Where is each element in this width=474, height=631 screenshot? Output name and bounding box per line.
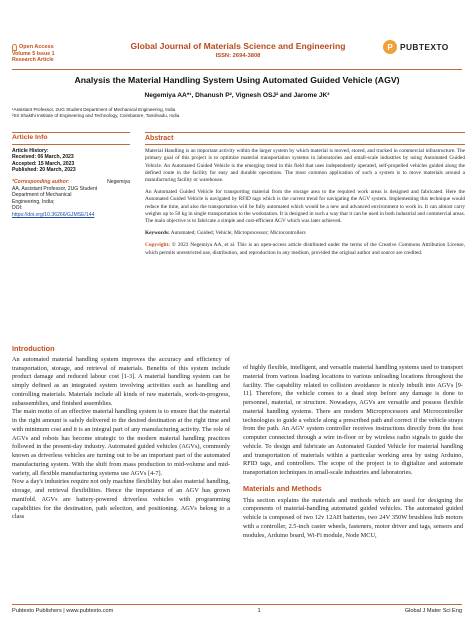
- article-info-heading: Article Info: [12, 134, 48, 141]
- publisher-logo-icon: P: [383, 40, 397, 54]
- footer-journal: Global J Mater Sci Eng: [404, 608, 462, 614]
- publisher-logo: [383, 40, 449, 54]
- corresponding-label: *Corresponding author:: [12, 178, 70, 185]
- methods-heading: Materials and Methods: [243, 483, 322, 493]
- keywords: [145, 230, 465, 237]
- divider: [145, 132, 465, 133]
- issn: ISSN: 2694-3808: [215, 53, 261, 59]
- abstract: [145, 132, 465, 262]
- article-title: Analysis the Material Handling System Using Automated Guided Vehicle (AGV): [74, 75, 400, 85]
- footer-publisher: Pubtexto Publishers | www.pubtexto.com: [12, 608, 114, 614]
- affiliation-1: ¹Assistant Professor, 2UG Student Department of Mechanical Engineering, India: [12, 107, 176, 112]
- body-right-column: [243, 364, 463, 540]
- open-access-badge: [12, 44, 55, 51]
- article-type-label: Research Article: [12, 57, 54, 64]
- history-label: Article History:: [12, 147, 49, 154]
- corresponding-name: Negemiya: [107, 178, 130, 185]
- corresponding-line: Department of Mechanical: [12, 192, 72, 199]
- journal-header: [118, 41, 358, 59]
- received-date: Received: 06 March, 2023: [12, 154, 74, 161]
- body-paragraph: This section explains the materials and methods which are used for designing the components of material-handling automated guided vehicles. The automated guided vehicle is composed of two 12v 12AH batteries, two 24V 350W brushless hub motors with a controller, 2.5-inch caster wheels, fasteners, motor driver and tags, sensors and modules, Arduino board, Wi-Fi module, Node MCU,: [243, 496, 463, 539]
- body-paragraph: Now a day's industries require not only machine flexibility but also material handling, storage, and retrieval flexibilities. Hence the importance of an AGV has grown manifold. AGVs are battery-powered driverless vehicles with programming capabilities for the destination, path selection, and positioning. AGVs belong to a class: [12, 478, 230, 521]
- affiliations: [12, 107, 179, 119]
- copyright-text: © 2023 Negemiya AA, et al. This is an open-access article distributed under the terms of the Creative Commons Attribution License, which permits unrestricted use, distribution, and reproduction in any medium, provided the original author and source are credited.: [145, 242, 465, 256]
- body-paragraph: An automated material handling system improves the accuracy and efficiency of transportation, storage, and retrieval of materials. Benefits of this system include product damage and reduced labour cost [1-3]. A material handling system can be simply defined as an integrated system involving activities such as handling and controlling materials. Materials include all kinds of raw materials, work-in-progress, subassemblies, and finished assemblies.: [12, 355, 230, 407]
- published-date: Published: 20 March, 2023: [12, 167, 76, 174]
- journal-meta: [12, 44, 55, 64]
- copyright-label: Copyright:: [145, 242, 171, 249]
- copyright: [145, 242, 465, 256]
- introduction-heading: Introduction: [12, 344, 55, 353]
- journal-title: Global Journal of Materials Science and Engineering: [130, 41, 346, 51]
- divider: [145, 144, 465, 145]
- article-info: [12, 132, 130, 219]
- abstract-heading: Abstract: [145, 135, 174, 142]
- author-list: Negemiya AA*¹, Dhanush P², Vignesh OSJ² and Jarome JK²: [144, 92, 330, 99]
- corresponding-line: Engineering, India;: [12, 198, 55, 205]
- page-number: 1: [257, 608, 261, 614]
- abstract-paragraph: An Automated Guided Vehicle for transporting material from the storage area to the required work areas is designed and fabricated. Here the Automated Guided Vehicle is navigated by RFID tags which is the current trend for navigating the AGV system. Implementing this technique would reduce the time, and also the transportation will be fully automated which would be a new and advanced environment to work in. It can almost carry weights up to 50 kg in single transportation to the workstation. It is designed in such a way that it can be used in both industrial and commercial areas. The main objective is to fabricate a simple and cost-efficient AGV which was later achieved.: [145, 189, 465, 225]
- abstract-paragraph: Material Handling is an important activity within the larger system by which material is moved, stored, and tracked in commercial infrastructure. The primary goal of this project is to optimize material transportation systems in laboratories and small-scale industries by using Automated Guided Vehicle. An Automated Guided Vehicle is the emerging trend in this field that uses independently operated, self-propelled vehicles guided along the defined route in the facility for easy and durable operations. The most common application of such a system is to move materials around a manufacturing facility or warehouse.: [145, 148, 465, 184]
- corresponding-line: AA, Assistant Professor, 2UG Student: [12, 185, 98, 192]
- divider: [12, 132, 130, 133]
- doi-label: DOI:: [12, 205, 23, 212]
- publisher-logo-text: PUBTEXTO: [400, 42, 449, 52]
- page-footer: [12, 608, 462, 614]
- accepted-date: Accepted: 15 March, 2023: [12, 160, 75, 167]
- keywords-text: Automated; Guided; Vehicle; Microprocessor; Microcontrollers: [170, 230, 306, 237]
- body-paragraph: The main motto of an effective material handling system is to ensure that the material in the right amount is safely delivered to the desired destination at the right time and with minimum cost and it is an integral part of any manufacturing activity. The role of AGVs and robots has become strategic to the modern material handling practices followed in the present-day industry. Automated guided vehicles (AGVs), commonly known as driverless vehicles are turning out to be an important part of the automated manufacturing system. With the shift from mass production to mid-volume and mid-variety, all flexible manufacturing systems use AGVs [4-7].: [12, 408, 230, 477]
- keywords-label: Keywords:: [145, 230, 170, 237]
- corresponding-author: [12, 179, 130, 186]
- open-access-label: Open Access: [19, 44, 54, 51]
- divider: [12, 144, 130, 145]
- open-lock-icon: [12, 44, 17, 51]
- affiliation-2: ²Sri Shakthi Institute of Engineering and Technology, Coimbatore, Tamilnadu, India: [12, 113, 180, 118]
- body-left-column: [12, 345, 230, 522]
- body-paragraph: of highly flexible, intelligent, and versatile material handling systems used to transport material from various loading locations to various unloading locations throughout the facility. The capability related to collision avoidance is nicely inbuilt into AGVs [9-11]. Therefore, the vehicle comes to a dead stop before any damage is done to personnel, material, or structure. Nowadays, AGVs are versatile and possess flexible material handling systems. There are modern Microprocessors and Microcontroller technologies to guide a vehicle along a prescribed path and correct if the vehicle strays from the path. An AGV system controller receives instructions directly from the host computer connected through a wire in-floor or by wireless radio signals to guide the vehicle. To design and fabricate an Automated Guided Vehicle for material handling and transportation of materials within a particular working area by using Arduino, RFID tags, and controllers. The scope of the project is to digitalize and automate transportation techniques in small-scale industries and laboratories.: [243, 364, 463, 476]
- doi-link[interactable]: https://doi.org/10.36266/GJMSE/144: [12, 211, 95, 218]
- volume-label: Volume 5 Issue 1: [12, 51, 55, 57]
- footer-divider: [12, 604, 462, 605]
- header-divider: [12, 69, 462, 70]
